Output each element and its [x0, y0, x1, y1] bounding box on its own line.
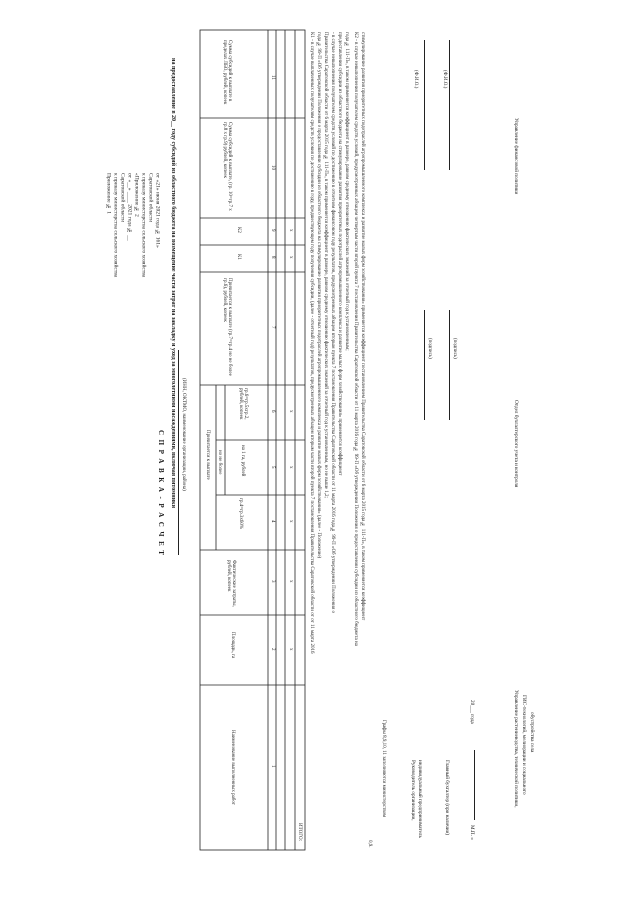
x-cell: x: [288, 466, 293, 469]
mp-year: 20___ года: [469, 700, 476, 724]
note-line: К1 - в случае выплаченных получателям средств условия по достижению в году, предшествующем году получения субсидии, (далее - отчетный год) результатов, предусмотренных абзацем вторым части второй пункта 7 постановления Правительства Саратовской области от от 11 марта 2016: [309, 32, 314, 654]
col-4: гр.4=гр.3х60%: [238, 498, 243, 530]
chief-signature-line: [449, 310, 450, 420]
col-7: Причитается к выплате (гр.7=гр.4 но не более гр.6), рублей, копеек: [222, 278, 232, 376]
head-podpis: (подпись): [427, 338, 432, 359]
col-k2: К2: [236, 227, 241, 233]
col-group-payable: Причитается к выплате: [205, 430, 210, 480]
document-title: С П Р А В К А - Р А С Ч Е Т: [157, 430, 165, 557]
col-10: Сумма субсидий к выплате, (гр. 10=гр.7 х гр.8 х гр.9) рублей, копеек: [222, 122, 232, 211]
header-line8: от «21» июня 2021 года № 161»: [154, 173, 161, 248]
note-line: К2 - в случае невыполнения получателем средств условий, предусмотренных абзацем четвертым части второй пункта 7 постановления Правительства Саратовской области от 11 марта 2016 года № 99-П «Об утверждении Положения о предоставлении субсидии из областного бюджета на: [353, 32, 358, 646]
x-cell: x: [288, 648, 293, 651]
col-11: Сумма субсидий к выплате в пределах ЛБО, рублей, копеек: [222, 40, 232, 105]
document-subtitle: на предоставление в 20__ году субсидий из областного бюджета на возмещение части затрат на закладку и уход за многолетними насаждениями, включая питомники: [170, 58, 176, 509]
col-work-name: Наименование выполненных работ: [230, 730, 235, 805]
header-appendix: Приложение № 1: [105, 173, 112, 215]
dept-crop-2: ГИС-технологий, мелиорации и социального: [521, 695, 528, 795]
x-cell: x: [288, 229, 293, 232]
head-label-2: индивидуальный предприниматель: [417, 760, 424, 838]
note-line: Правительства Саратовской области от 6 марта 2015 года № 111-П», в таком применяется коэффициент в размере, равном среднему отношению фактических значений за отчетный год к установленным, но не выше 1,2;: [323, 32, 328, 498]
col-5: на 1 га, рублей: [240, 445, 245, 477]
note-line: - в случае невыполнения получателем средств условий по достижению в отчетном финансовом году результатов, предусмотренных абзацем вторым пункта 7 постановления Правительства Саратовской области от 11 марта 2016 года № 99-П «Об утверждении Положения о: [330, 32, 335, 614]
chief-fio: (Ф.И.О.): [442, 70, 447, 89]
dept-crop-1: Управление растениеводства, технической политики,: [513, 690, 520, 808]
x-cell: x: [288, 520, 293, 523]
header-line7: Саратовской области: [147, 173, 154, 223]
num-cell: 4: [270, 520, 275, 523]
num-cell: 2: [270, 648, 275, 651]
col-k1: К1: [236, 254, 241, 260]
mp-date-line: [474, 750, 475, 820]
header-line5: «Приложение № 2: [133, 173, 140, 217]
header-line6: к приказу министерства сельского хозяйства: [140, 173, 147, 278]
note-line: предоставлении субсидии из областного бюджета на стимулирование развития приоритетных подотраслей агропромышленного комплекса и развитие малых форм хозяйствования» применяется коэффициент: [337, 32, 342, 476]
head-label-1: Руководитель организации,: [410, 760, 417, 821]
dept-accounting: Отдел бухгалтерского учета и контроля: [513, 400, 520, 488]
num-cell: 8: [270, 256, 275, 259]
mp-label: М.П. «: [469, 825, 476, 840]
header-line4: от «__» ____ 2021 года № __: [126, 173, 133, 241]
x-cell: x: [288, 410, 293, 413]
note-line: года № 111-П», в таком применяется коэффициент в размере, равном среднему отношению фактических значений за отчетный год к установленным;: [344, 32, 349, 351]
x-cell: x: [288, 256, 293, 259]
chief-podpis: (подпись): [452, 338, 457, 359]
col-6: гр.6=гр.5хгр.2, рублей, копеек: [238, 388, 248, 420]
chief-fio-line: [449, 40, 450, 170]
dept-crop-3: обустройства села: [529, 712, 536, 753]
col-area: Площадь, га: [230, 632, 235, 659]
inn-caption: (ИНН, ОКТМО, наименование организации, района): [181, 378, 186, 491]
x-cell: x: [288, 580, 293, 583]
num-cell: 11: [270, 75, 275, 80]
note-line: стимулирование развития приоритетных подотраслей агропромышленного комплекса и развитие малых форм хозяйствования» применяется коэффициент постановлением Правительства Саратовской области от 6 марта 2015 года № 111-П», в таком применяется коэффициент: [360, 32, 365, 621]
head-signature-line: [424, 310, 425, 420]
num-cell: 3: [270, 580, 275, 583]
num-cell: 1: [270, 765, 275, 768]
header-line3: Саратовской области: [119, 173, 126, 223]
note-line: 0,9.: [367, 840, 372, 848]
chief-accountant-label: Главный бухгалтер (при наличии): [444, 760, 451, 835]
col-actual-costs: Фактические затраты, рублей, копеек: [226, 560, 236, 607]
filled-by-note: Графы 8,9,10, 11 заполняются министерством: [381, 720, 386, 818]
dept-finance: Управление финансовой политики: [513, 118, 520, 195]
num-cell: 7: [270, 326, 275, 329]
col-subgroup-not-more: но не более: [217, 450, 222, 475]
header-line2: к приказу министерства сельского хозяйства: [112, 173, 119, 278]
note-line: года № 99-П «Об утверждении Положения о предоставлении субсидии из областного бюджета на стимулирование развития приоритетных подотраслей агропромышленного комплекса и развитие малых форм хозяйствования» (далее - Положение): [316, 32, 321, 559]
num-cell: 5: [270, 466, 275, 469]
num-cell: 6: [270, 410, 275, 413]
num-cell: 9: [270, 229, 275, 232]
head-fio-line: [424, 40, 425, 170]
total-label: ИТОГО:: [297, 823, 302, 841]
head-fio: (Ф.И.О.): [413, 70, 418, 89]
num-cell: 10: [270, 165, 275, 170]
